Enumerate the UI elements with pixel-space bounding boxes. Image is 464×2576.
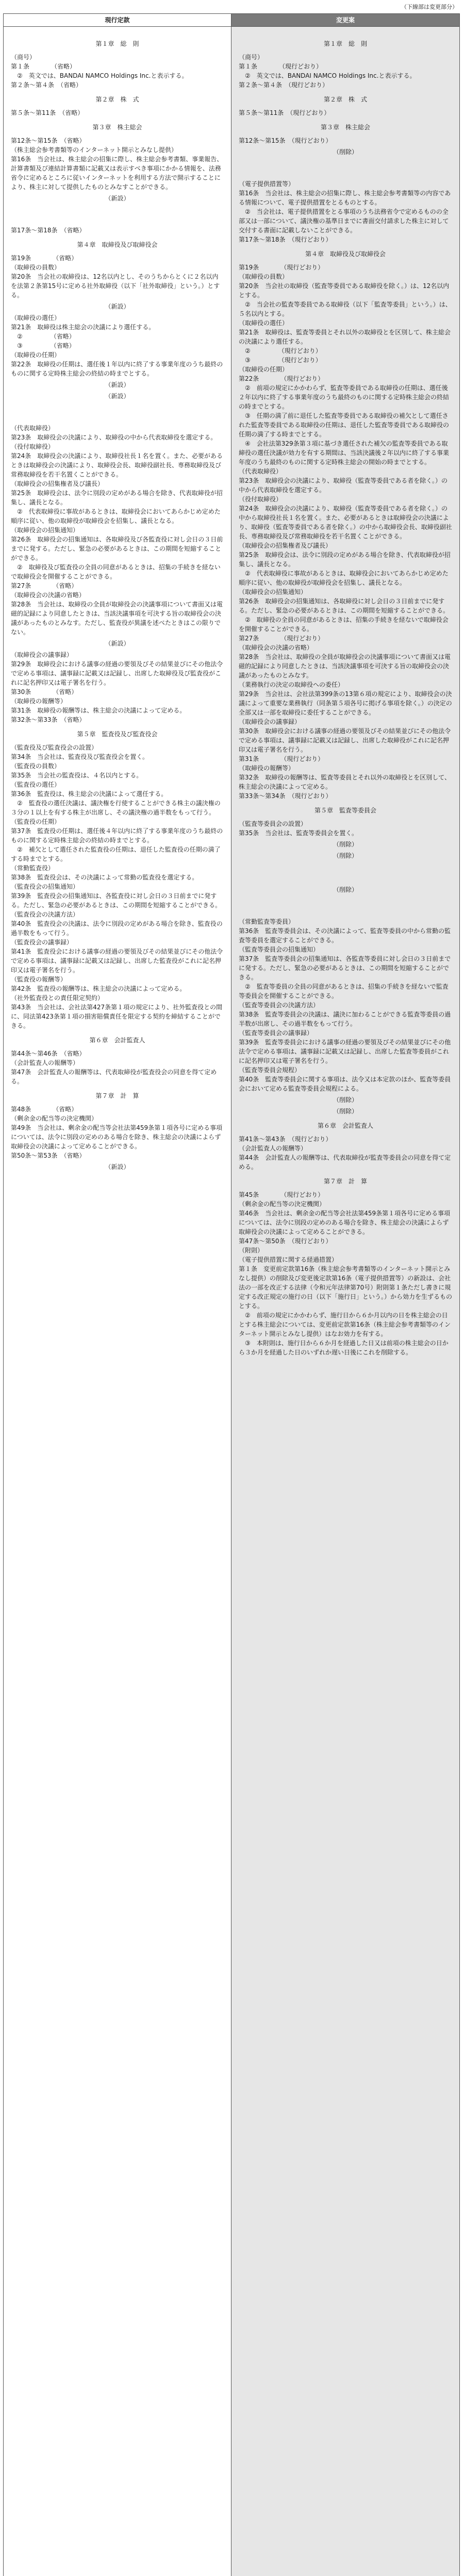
- article-text: （剰余金の配当等の決定機関） 第49条 当会社は、剰余金の配当等会社法第459条第１項各号に定める事項については、法令に別段の定めのある場合を除き、株主総会の決議によらず取締役会の決議によって定めることができる。: [11, 1115, 223, 1150]
- article-text: （取締役会の議事録） 第29条 取締役会における議事の経過の要領及びその結果並びにその他法令で定める事項は、議事録に記載又は記録し、出席した取締役及び監査役がこれに記名押印又は電子署名を行う。: [11, 651, 223, 686]
- article-text: 第45条 （現行どおり）: [239, 1191, 324, 1198]
- article-text: （監査役会の決議方法） 第40条 監査役会の決議は、法令に別段の定めがある場合を除き、監査役の過半数をもって行う。: [11, 911, 223, 937]
- article-text: （社外監査役との責任限定契約） 第43条 当会社は、会社法第427条第１項の規定により、社外監査役との間に、同法第423条第１項の損害賠償責任を限定する契約を締結することができる。: [11, 994, 223, 1029]
- article-text: （監査役の員数） 第35条 当会社の監査役は、４名以内とする。: [11, 762, 143, 779]
- comparison-table: [3, 13, 460, 2576]
- article-text: ② 前項の規定にかかわらず、監査等委員である取締役の任期は、選任後２年以内に終了する事業年度のうち最終のものに関する定時株主総会の終結の時までとする。 ③ 任期の満了前に退任した監査等委員である取締役の補欠として選任された監査等委員である取締役の任期は、退任した監査等委員である取締役の任期の満了する時までとする。 ④ 会社法第329条第３項に基づき選任された補欠の監査等委員である取締役の選任決議が効力を有する期間は、当該決議後２年以内に終了する事業年度のうち最終のものに関する定時株主総会の開始の時までとする。: [239, 384, 450, 466]
- chapter-heading: 第３章 株主総会: [320, 124, 370, 131]
- article-text: （業務執行の決定の取締役への委任） 第29条 当会社は、会社法第399条の13第６項の規定により、取締役会の決議によって重要な業務執行（同条第５項各号に掲げる事項を除く。）の決定の全部又は一部を取締役に委任することができる。: [239, 681, 452, 716]
- article-text: （監査役の任期） 第37条 監査役の任期は、選任後４年以内に終了する事業年度のうち最終のものに関する定時株主総会の終結の時までとする。 ② 補欠として選任された監査役の任期は、退任した監査役の任期の満了する時までとする。: [11, 818, 223, 862]
- status-label: （新設）: [105, 393, 130, 400]
- article-text: 第17条〜第18条 （現行どおり）: [239, 236, 332, 243]
- status-label: （新設）: [105, 1163, 130, 1171]
- current-articles-body: [4, 27, 231, 2576]
- article-text: （常勤監査役） 第38条 監査役会は、その決議によって常勤の監査役を選定する。: [11, 865, 198, 881]
- chapter-heading: 第５章 監査等委員会: [314, 807, 376, 814]
- article-text: 第44条〜第46条 （省略）: [11, 1050, 86, 1057]
- article-text: 第12条〜第15条 （現行どおり）: [239, 137, 332, 144]
- proposed-articles-column: [231, 14, 459, 2576]
- article-text: 第５条〜第11条 （現行どおり）: [239, 109, 330, 116]
- article-text: 第27条 （現行どおり）: [239, 635, 324, 642]
- article-text: （取締役の員数） 第20条 当会社の取締役（監査等委員である取締役を除く。）は、12名以内とする。 ② 当会社の監査等委員である取締役（以下「監査等委員」という。）は、５名以内とする。: [239, 273, 452, 317]
- status-label: （削除）: [333, 886, 358, 893]
- proposed-articles-body: [231, 27, 459, 2576]
- article-text: （取締役の任期） 第22条 （現行どおり）: [239, 366, 324, 382]
- article-text: （附則） （電子提供措置に関する経過措置） 第１条 変更前定款第16条（株主総会参考書類等のインターネット開示とみなし提供）の削除及び変更後定款第16条（電子提供措置等）の新設は、会社法の一部を改正する法律（令和元年法律第70号）附則第１条ただし書きに規定する改正規定の施行の日（以下「施行日」という。）から効力を生ずるものとする。 ② 前項の規定にかかわらず、施行日から６か月以内の日を株主総会の日とする株主総会については、変更前定款第16条（株主総会参考書類等のインターネット開示とみなし提供）はなお効力を有する。 ③ 本附則は、施行日から６か月を経過した日又は前項の株主総会の日から３か月を経過した日のいずれか遅い日後にこれを削除する。: [239, 1247, 453, 1356]
- article-text: （取締役会の決議の省略） 第28条 当会社は、取締役の全員が取締役会の決議事項について書面又は電磁的記録により同意したときは、当該決議事項を可決する旨の取締役会の決議があったものとみなす。: [239, 644, 451, 679]
- proposed-articles-header: 変更案: [231, 14, 459, 27]
- status-label: （削除）: [333, 148, 358, 156]
- article-text: （取締役の任期） 第22条 取締役の任期は、選任後１年以内に終了する事業年度のうち最終のものに関する定時株主総会の終結の時までとする。: [11, 351, 223, 377]
- article-text: （代表取締役） 第23条 取締役会の決議により、取締役の中から代表取締役を選定する。: [11, 425, 217, 441]
- article-text: （剰余金の配当等の決定機関） 第46条 当会社は、剰余金の配当等会社法第459条第１項各号に定める事項については、法令に別段の定めのある場合を除き、株主総会の決議によらず取締役会の決議によって定めることができる。: [239, 1200, 451, 1235]
- article-text: （商号） 第１条 （現行どおり） ② 英文では、BANDAI NAMCO Holdings Inc.と表示する。: [239, 54, 416, 79]
- article-text: 第48条 （省略）: [11, 1106, 78, 1113]
- article-text: （取締役の選任） 第21条 取締役は株主総会の決議により選任する。 ② （省略） ③ （省略）: [11, 314, 155, 349]
- current-articles-header: 現行定款: [4, 14, 231, 27]
- article-text: （監査等委員会の招集通知） 第37条 監査等委員会の招集通知は、各監査等委員に対し会日の３日前までに発する。ただし、緊急の必要があるときは、この期間を短縮することができる。 ② 監査等委員の全員の同意があるときは、招集の手続きを経ないで監査等委員会を開催することができる。: [239, 946, 451, 999]
- chapter-heading: 第３章 株主総会: [92, 124, 142, 131]
- blank-space: [239, 862, 452, 883]
- blank-space: [11, 403, 224, 423]
- article-text: 第12条〜第15条 （省略）: [11, 137, 86, 144]
- article-text: （会計監査人の報酬等） 第47条 会計監査人の報酬等は、代表取締役が監査役会の同意を得て定める。: [11, 1059, 217, 1085]
- article-text: （電子提供措置等） 第16条 当会社は、株主総会の招集に際し、株主総会参考書類等の内容である情報について、電子提供措置をとるものとする。 ② 当会社は、電子提供措置をとる事項のうち法務省令で定めるものの全部又は一部について、議決権の基準日までに書面交付請求した株主に対して交付する書面に記載しないことができる。: [239, 180, 451, 234]
- status-label: （削除）: [333, 841, 358, 848]
- chapter-heading: 第７章 計 算: [323, 1178, 367, 1185]
- article-text: （監査役会の招集通知） 第39条 監査役会の招集通知は、各監査役に対し会日の３日前までに発する。ただし、緊急の必要があるときは、この期間を短縮することができる。: [11, 883, 222, 909]
- article-text: 第33条〜第34条 （現行どおり）: [239, 792, 332, 800]
- article-text: （監査等委員会規程） 第40条 監査等委員会に関する事項は、法令又は本定款のほか、監査等委員会において定める監査等委員会規程による。: [239, 1066, 451, 1092]
- article-text: （取締役会の議事録） 第30条 取締役会における議事の経過の要領及びその結果並びにその他法令で定める事項は、議事録に記載又は記録し、出席した取締役がこれに記名押印又は電子署名を行う。: [239, 718, 451, 753]
- blank-space: [11, 205, 224, 226]
- chapter-heading: 第１章 総 則: [323, 40, 367, 47]
- chapter-heading: 第６章 会計監査人: [317, 1122, 373, 1129]
- article-text: （取締役会の招集通知） 第26条 取締役会の招集通知は、各取締役及び各監査役に対し会日の３日前までに発する。ただし、緊急の必要があるときは、この期間を短縮することができる。 ② 取締役及び監査役の全員の同意があるときは、招集の手続きを経ないで取締役会を開催することができる。: [11, 527, 223, 580]
- article-text: （役付取締役） 第24条 取締役会の決議により、取締役（監査等委員である者を除く。）の中から取締役社長１名を置く。また、必要があるときは取締役会の決議により、取締役（監査等委員である者を除く。）の中から取締役会長、取締役副社長、専務取締役及び常務取締役を若干名置くことができる。: [239, 496, 452, 540]
- article-text: 第27条 （省略）: [11, 582, 78, 589]
- article-text: （取締役の報酬等） 第32条 取締役の報酬等は、監査等委員とそれ以外の取締役とを区別して、株主総会の決議によって定める。: [239, 765, 451, 790]
- article-text: （取締役会の招集権者及び議長） 第25条 取締役会は、法令に別段の定めがある場合を除き、代表取締役が招集し、議長となる。 ② 代表取締役に事故があるときは、取締役会においてあらかじめ定めた順序に従い、他の取締役が取締役会を招集し、議長となる。: [239, 542, 451, 586]
- chapter-heading: 第２章 株 式: [323, 96, 367, 103]
- chapter-heading: 第６章 会計監査人: [89, 1037, 145, 1044]
- article-text: （監査役の報酬等） 第42条 監査役の報酬等は、株主総会の決議によって定める。: [11, 976, 186, 992]
- article-text: （監査等委員会の議事録） 第39条 監査等委員会における議事の経過の要領及びその結果並びにその他法令で定める事項は、議事録に記載又は記録し、出席した監査等委員がこれに記名押印又は電子署名を行う。: [239, 1029, 451, 1064]
- underline-note: （下線部は変更部分）: [401, 4, 458, 10]
- current-articles-column: [4, 14, 231, 2576]
- article-text: （監査役会の議事録） 第41条 監査役会における議事の経過の要領及びその結果並びにその他法令で定める事項は、議事録に記載又は記録し、出席した監査役がこれに記名押印又は電子署名を行う。: [11, 939, 223, 974]
- article-text: （取締役会の招集権者及び議長） 第25条 取締役会は、法令に別段の定めがある場合を除き、代表取締役が招集し、議長となる。 ② 代表取締役に事故があるときは、取締役会においてあらかじめ定めた順序に従い、他の取締役が取締役会を招集し、議長となる。: [11, 480, 223, 524]
- status-label: （削除）: [333, 1096, 358, 1104]
- article-text: 第31条 （現行どおり）: [239, 755, 324, 762]
- article-text: 第17条〜第18条 （省略）: [11, 227, 86, 234]
- article-text: （取締役会の招集通知） 第26条 取締役会の招集通知は、各取締役に対し会日の３日前までに発する。ただし、緊急の必要があるときは、この期間を短縮することができる。 ② 取締役の全員の同意があるときは、招集の手続きを経ないで取締役会を開催することができる。: [239, 588, 450, 633]
- article-text: （会計監査人の報酬等） 第44条 会計監査人の報酬等は、代表取締役が監査等委員会の同意を得て定める。: [239, 1145, 451, 1171]
- chapter-heading: 第４章 取締役及び取締役会: [305, 250, 386, 258]
- chapter-heading: 第５章 監査役及び監査役会: [77, 731, 158, 738]
- status-label: （削除）: [333, 1108, 358, 1115]
- article-text: （監査等委員会の設置） 第35条 当会社は、監査等委員会を置く。: [239, 820, 358, 837]
- chapter-heading: 第４章 取締役及び取締役会: [77, 241, 158, 248]
- article-text: （常勤監査等委員） 第36条 監査等委員会は、その決議によって、監査等委員の中から常勤の監査等委員を選定することができる。: [239, 918, 451, 944]
- article-text: （監査役及び監査役会の設置） 第34条 当会社は、監査役及び監査役会を置く。: [11, 744, 149, 760]
- article-text: （監査等委員会の決議方法） 第38条 監査等委員会の決議は、議決に加わることができる監査等委員の過半数が出席し、その過半数をもって行う。: [239, 1002, 451, 1027]
- article-text: 第２条〜第４条 （省略）: [11, 81, 82, 89]
- article-text: （代表取締役） 第23条 取締役会の決議により、取締役（監査等委員である者を除く。）の中から代表取締役を選定する。: [239, 468, 448, 494]
- article-text: 第19条 （省略）: [11, 255, 78, 262]
- chapter-heading: 第１章 総 則: [95, 40, 139, 47]
- blank-space: [239, 159, 452, 179]
- article-text: （商号） 第１条 （省略） ② 英文では、BANDAI NAMCO Holdings Inc.と表示する。: [11, 54, 188, 79]
- blank-space: [239, 896, 452, 917]
- article-text: 第30条 （省略）: [11, 688, 78, 696]
- article-text: （取締役の報酬等） 第31条 取締役の報酬等は、株主総会の決議によって定める。: [11, 698, 186, 714]
- article-text: （取締役会の決議の省略） 第28条 当会社は、取締役の全員が取締役会の決議事項について書面又は電磁的記録により同意したときは、当該決議事項を可決する旨の取締役会の決議があったものとみなす。ただし、監査役が異議を述べたときはこの限りでない。: [11, 591, 223, 636]
- article-text: （役付取締役） 第24条 取締役会の決議により、取締役社長１名を置く。また、必要があるときは取締役会の決議により、取締役会長、取締役副社長、専務取締役及び常務取締役を若干名置くことができる。: [11, 443, 223, 478]
- article-text: 第２条〜第４条 （現行どおり）: [239, 81, 329, 89]
- article-text: 第41条〜第43条 （現行どおり）: [239, 1136, 332, 1143]
- status-label: （新設）: [105, 640, 130, 647]
- status-label: （新設）: [105, 195, 130, 202]
- status-label: （新設）: [105, 381, 130, 388]
- article-text: 第19条 （現行どおり）: [239, 264, 324, 271]
- article-text: 第５条〜第11条 （省略）: [11, 109, 84, 116]
- article-text: 第50条〜第53条 （省略）: [11, 1152, 86, 1159]
- article-text: （取締役の選任） 第21条 取締役は、監査等委員とそれ以外の取締役とを区別して、株主総会の決議により選任する。 ② （現行どおり） ③ （現行どおり）: [239, 319, 451, 364]
- article-text: 第32条〜第33条 （省略）: [11, 716, 86, 723]
- chapter-heading: 第２章 株 式: [95, 96, 139, 103]
- article-text: 第47条〜第50条 （現行どおり）: [239, 1238, 332, 1245]
- status-label: （新設）: [105, 303, 130, 310]
- article-text: （監査役の選任） 第36条 監査役は、株主総会の決議によって選任する。 ② 監査役の選任決議は、議決権を行使することができる株主の議決権の３分の１以上を有する株主が出席し、その議決権の過半数をもって行う。: [11, 781, 221, 816]
- article-text: （取締役の員数） 第20条 当会社の取締役は、12名以内とし、そのうちからとくに２名以内を法第２条第15号に定める社外取締役（以下「社外取締役」という。）とする。: [11, 264, 220, 299]
- article-text: （株主総会参考書類等のインターネット開示とみなし提供） 第16条 当会社は、株主総会の招集に際し、株主総会参考書類、事業報告、計算書類及び連結計算書類に記載又は表示すべき事項にかかる情報を、法務省令に定めるところに従いインターネットを利用する方法で開示することにより、株主に対して提供したものとみなすことができる。: [11, 146, 223, 191]
- status-label: （削除）: [333, 852, 358, 859]
- chapter-heading: 第７章 計 算: [95, 1092, 139, 1099]
